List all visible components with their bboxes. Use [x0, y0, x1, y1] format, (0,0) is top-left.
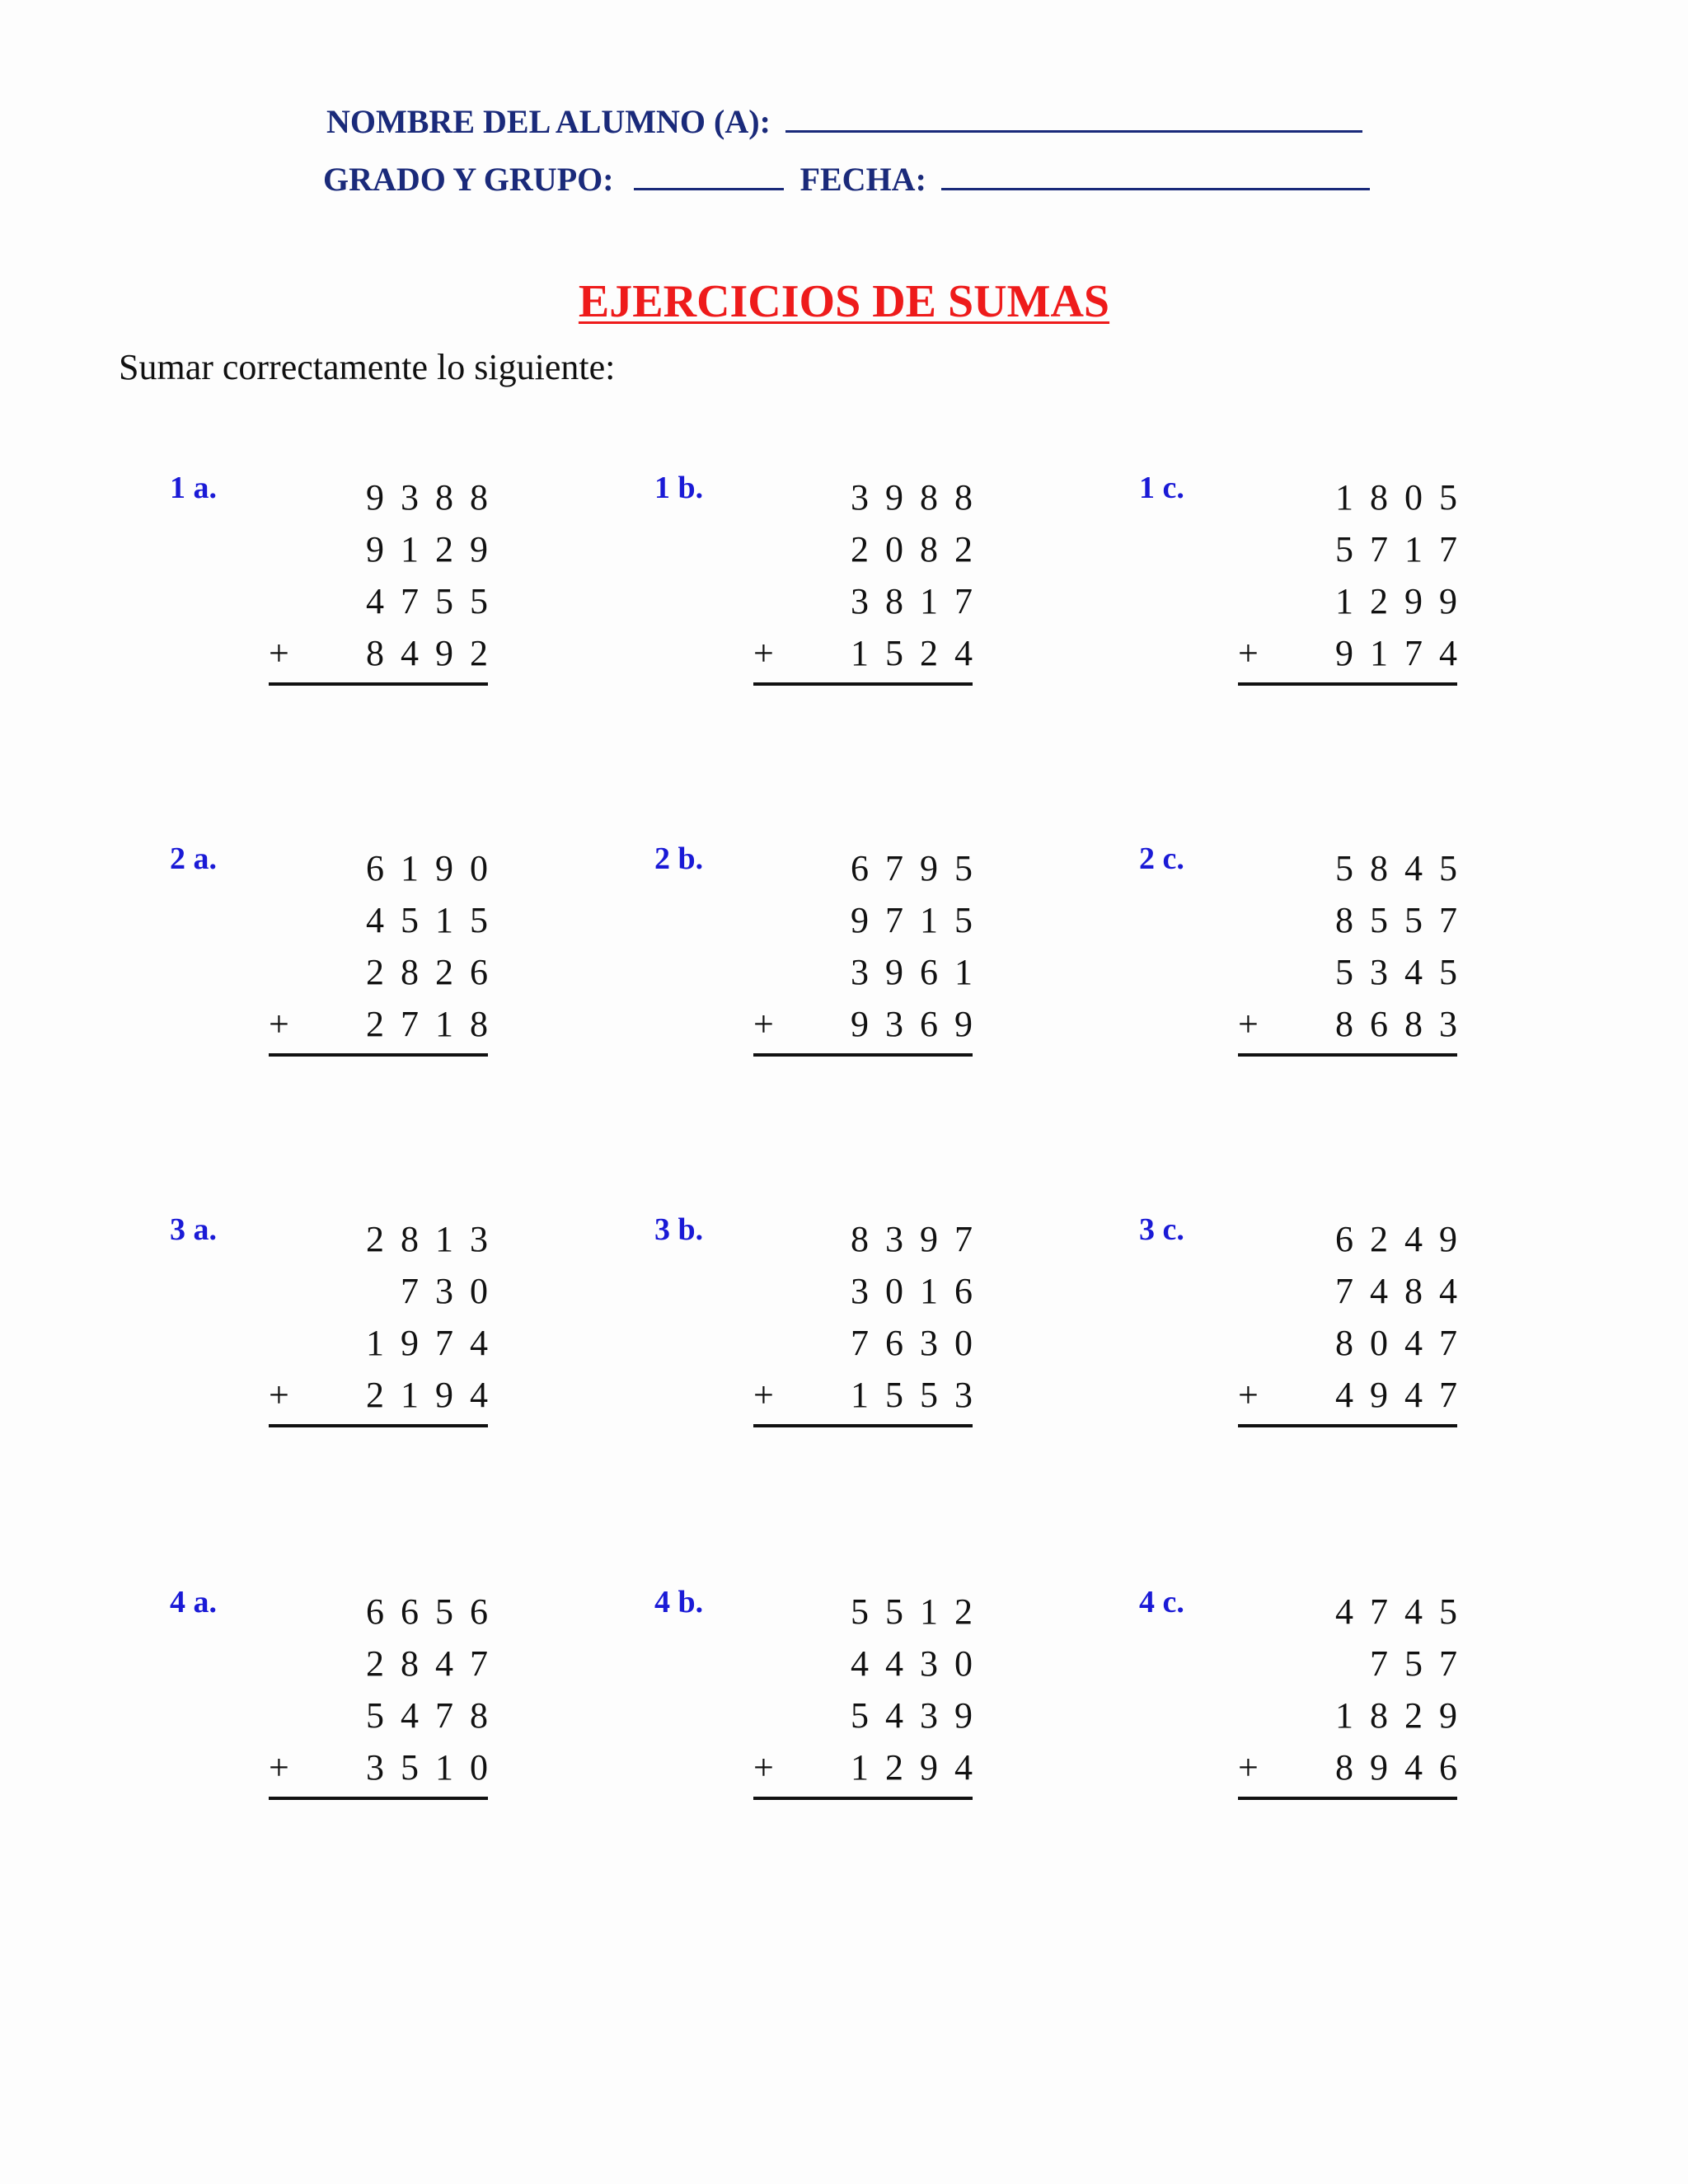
addend-row [1238, 1586, 1474, 1638]
addend-row [269, 1638, 504, 1690]
addend-number: 4430 [851, 1643, 989, 1684]
addend-column [269, 1586, 504, 1793]
sum-rule [269, 682, 488, 686]
addend-column [1238, 471, 1474, 679]
addend-row [753, 1741, 989, 1793]
addend-number: 2826 [366, 952, 504, 992]
addend-number: 9174 [1335, 633, 1474, 673]
addend-row [1238, 946, 1474, 998]
student-name-label: NOMBRE DEL ALUMNO (A): [326, 103, 771, 140]
addend-number: 8047 [1335, 1323, 1474, 1363]
exercise-3c [1139, 1212, 1485, 1459]
exercise-1b [654, 470, 1001, 717]
addend-row [269, 1265, 504, 1317]
addend-number: 5717 [1335, 529, 1474, 569]
addend-row [753, 946, 989, 998]
addend-row [1238, 1690, 1474, 1741]
exercise-label: 3 c. [1139, 1212, 1184, 1247]
addend-row [1238, 471, 1474, 523]
addend-number: 2847 [366, 1643, 504, 1684]
addend-row [269, 1741, 504, 1793]
addend-number: 2718 [366, 1004, 504, 1044]
addend-number: 3016 [851, 1271, 989, 1311]
addend-row [269, 471, 504, 523]
addend-row [753, 627, 989, 679]
addend-row [1238, 1265, 1474, 1317]
addend-row [1238, 575, 1474, 627]
addend-column [753, 842, 989, 1050]
addend-column [753, 1586, 989, 1793]
addend-number: 6190 [366, 848, 504, 888]
addend-column [753, 1213, 989, 1421]
addend-row [753, 1317, 989, 1369]
sum-rule [269, 1053, 488, 1057]
addend-row [269, 1213, 504, 1265]
addend-number: 3988 [851, 477, 989, 518]
exercise-1c [1139, 470, 1485, 717]
exercise-label: 4 a. [170, 1585, 217, 1619]
plus-sign: + [1238, 1004, 1259, 1044]
addend-row [753, 471, 989, 523]
sum-rule [1238, 1053, 1457, 1057]
addend-number: 5345 [1335, 952, 1474, 992]
addend-column [1238, 842, 1474, 1050]
sum-rule [753, 1797, 973, 1800]
addend-row [753, 1265, 989, 1317]
exercise-label: 1 a. [170, 471, 217, 505]
addend-row [269, 523, 504, 575]
addend-row [1238, 1213, 1474, 1265]
plus-sign: + [753, 1375, 774, 1415]
addend-number: 2082 [851, 529, 989, 569]
exercise-label: 3 a. [170, 1212, 217, 1247]
sum-rule [753, 1053, 973, 1057]
addend-number: 2194 [366, 1375, 504, 1415]
sum-rule [1238, 682, 1457, 686]
addend-column [1238, 1213, 1474, 1421]
addend-row [753, 575, 989, 627]
addend-row [1238, 894, 1474, 946]
addend-number: 5478 [366, 1695, 504, 1736]
grade-date-row [323, 155, 1370, 199]
sum-rule [269, 1424, 488, 1427]
plus-sign: + [1238, 1375, 1259, 1415]
worksheet-title: EJERCICIOS DE SUMAS [578, 276, 1110, 327]
addend-column [753, 471, 989, 679]
addend-number: 4947 [1335, 1375, 1474, 1415]
addend-row [753, 842, 989, 894]
addend-number: 757 [1370, 1643, 1474, 1684]
addend-row [753, 1638, 989, 1690]
student-name-row [326, 97, 1362, 141]
instructions-text: Sumar correctamente lo siguiente: [119, 347, 616, 387]
plus-sign: + [753, 633, 774, 673]
addend-number: 1805 [1335, 477, 1474, 518]
exercise-label: 4 b. [654, 1585, 704, 1619]
addend-row [269, 1317, 504, 1369]
sum-rule [269, 1797, 488, 1800]
addend-number: 1299 [1335, 581, 1474, 621]
exercise-label: 4 c. [1139, 1585, 1184, 1619]
addend-number: 9129 [366, 529, 504, 569]
addend-number: 9388 [366, 477, 504, 518]
exercise-label: 1 c. [1139, 471, 1184, 505]
plus-sign: + [1238, 1747, 1259, 1788]
plus-sign: + [269, 633, 289, 673]
addend-row [269, 894, 504, 946]
addend-column [269, 471, 504, 679]
addend-column [1238, 1586, 1474, 1793]
date-label: FECHA: [799, 161, 926, 198]
student-name-blank[interactable] [785, 97, 1362, 133]
exercise-2a [170, 841, 516, 1088]
addend-number: 3817 [851, 581, 989, 621]
addend-number: 3510 [366, 1747, 504, 1788]
addend-row [753, 1369, 989, 1421]
exercise-1a [170, 470, 516, 717]
addend-row [269, 1690, 504, 1741]
addend-number: 1829 [1335, 1695, 1474, 1736]
addend-number: 7484 [1335, 1271, 1474, 1311]
addend-row [269, 998, 504, 1050]
addend-number: 4515 [366, 900, 504, 940]
addend-row [753, 998, 989, 1050]
addend-row [753, 1586, 989, 1638]
addend-row [1238, 523, 1474, 575]
addend-number: 730 [401, 1271, 504, 1311]
addend-number: 9715 [851, 900, 989, 940]
plus-sign: + [269, 1004, 289, 1044]
addend-number: 9369 [851, 1004, 989, 1044]
plus-sign: + [269, 1747, 289, 1788]
addend-number: 8492 [366, 633, 504, 673]
date-blank[interactable] [941, 155, 1370, 190]
addend-row [753, 1690, 989, 1741]
addend-number: 6795 [851, 848, 989, 888]
grade-group-blank[interactable] [634, 155, 784, 190]
plus-sign: + [269, 1375, 289, 1415]
exercise-3b [654, 1212, 1001, 1459]
addend-number: 5845 [1335, 848, 1474, 888]
exercise-label: 2 c. [1139, 841, 1184, 876]
addend-number: 5512 [851, 1591, 989, 1632]
plus-sign: + [753, 1004, 774, 1044]
exercise-3a [170, 1212, 516, 1459]
addend-row [1238, 842, 1474, 894]
addend-row [753, 523, 989, 575]
addend-number: 2813 [366, 1219, 504, 1259]
addend-number: 8946 [1335, 1747, 1474, 1788]
addend-number: 4755 [366, 581, 504, 621]
sum-rule [1238, 1797, 1457, 1800]
addend-row [1238, 1369, 1474, 1421]
addend-row [269, 1369, 504, 1421]
addend-number: 1974 [366, 1323, 504, 1363]
addend-row [1238, 627, 1474, 679]
addend-row [1238, 1317, 1474, 1369]
plus-sign: + [1238, 633, 1259, 673]
addend-row [269, 842, 504, 894]
addend-row [269, 627, 504, 679]
exercise-4c [1139, 1584, 1485, 1831]
exercise-2b [654, 841, 1001, 1088]
sum-rule [1238, 1424, 1457, 1427]
addend-row [269, 1586, 504, 1638]
addend-row [1238, 1741, 1474, 1793]
exercise-label: 3 b. [654, 1212, 704, 1247]
exercise-label: 2 a. [170, 841, 217, 876]
exercise-4a [170, 1584, 516, 1831]
sum-rule [753, 1424, 973, 1427]
addend-number: 8397 [851, 1219, 989, 1259]
addend-number: 6656 [366, 1591, 504, 1632]
addend-row [1238, 998, 1474, 1050]
addend-row [269, 946, 504, 998]
grade-group-label: GRADO Y GRUPO: [323, 161, 614, 198]
exercise-label: 2 b. [654, 841, 704, 876]
addend-number: 7630 [851, 1323, 989, 1363]
addend-column [269, 842, 504, 1050]
exercise-2c [1139, 841, 1485, 1088]
sum-rule [753, 682, 973, 686]
addend-number: 1524 [851, 633, 989, 673]
exercise-label: 1 b. [654, 471, 704, 505]
addend-column [269, 1213, 504, 1421]
addend-number: 6249 [1335, 1219, 1474, 1259]
addend-number: 1294 [851, 1747, 989, 1788]
addend-row [1238, 1638, 1474, 1690]
addend-number: 3961 [851, 952, 989, 992]
addend-row [753, 1213, 989, 1265]
addend-number: 8683 [1335, 1004, 1474, 1044]
addend-row [269, 575, 504, 627]
exercise-4b [654, 1584, 1001, 1831]
addend-number: 4745 [1335, 1591, 1474, 1632]
addend-number: 5439 [851, 1695, 989, 1736]
addend-row [753, 894, 989, 946]
plus-sign: + [753, 1747, 774, 1788]
addend-number: 8557 [1335, 900, 1474, 940]
addend-number: 1553 [851, 1375, 989, 1415]
